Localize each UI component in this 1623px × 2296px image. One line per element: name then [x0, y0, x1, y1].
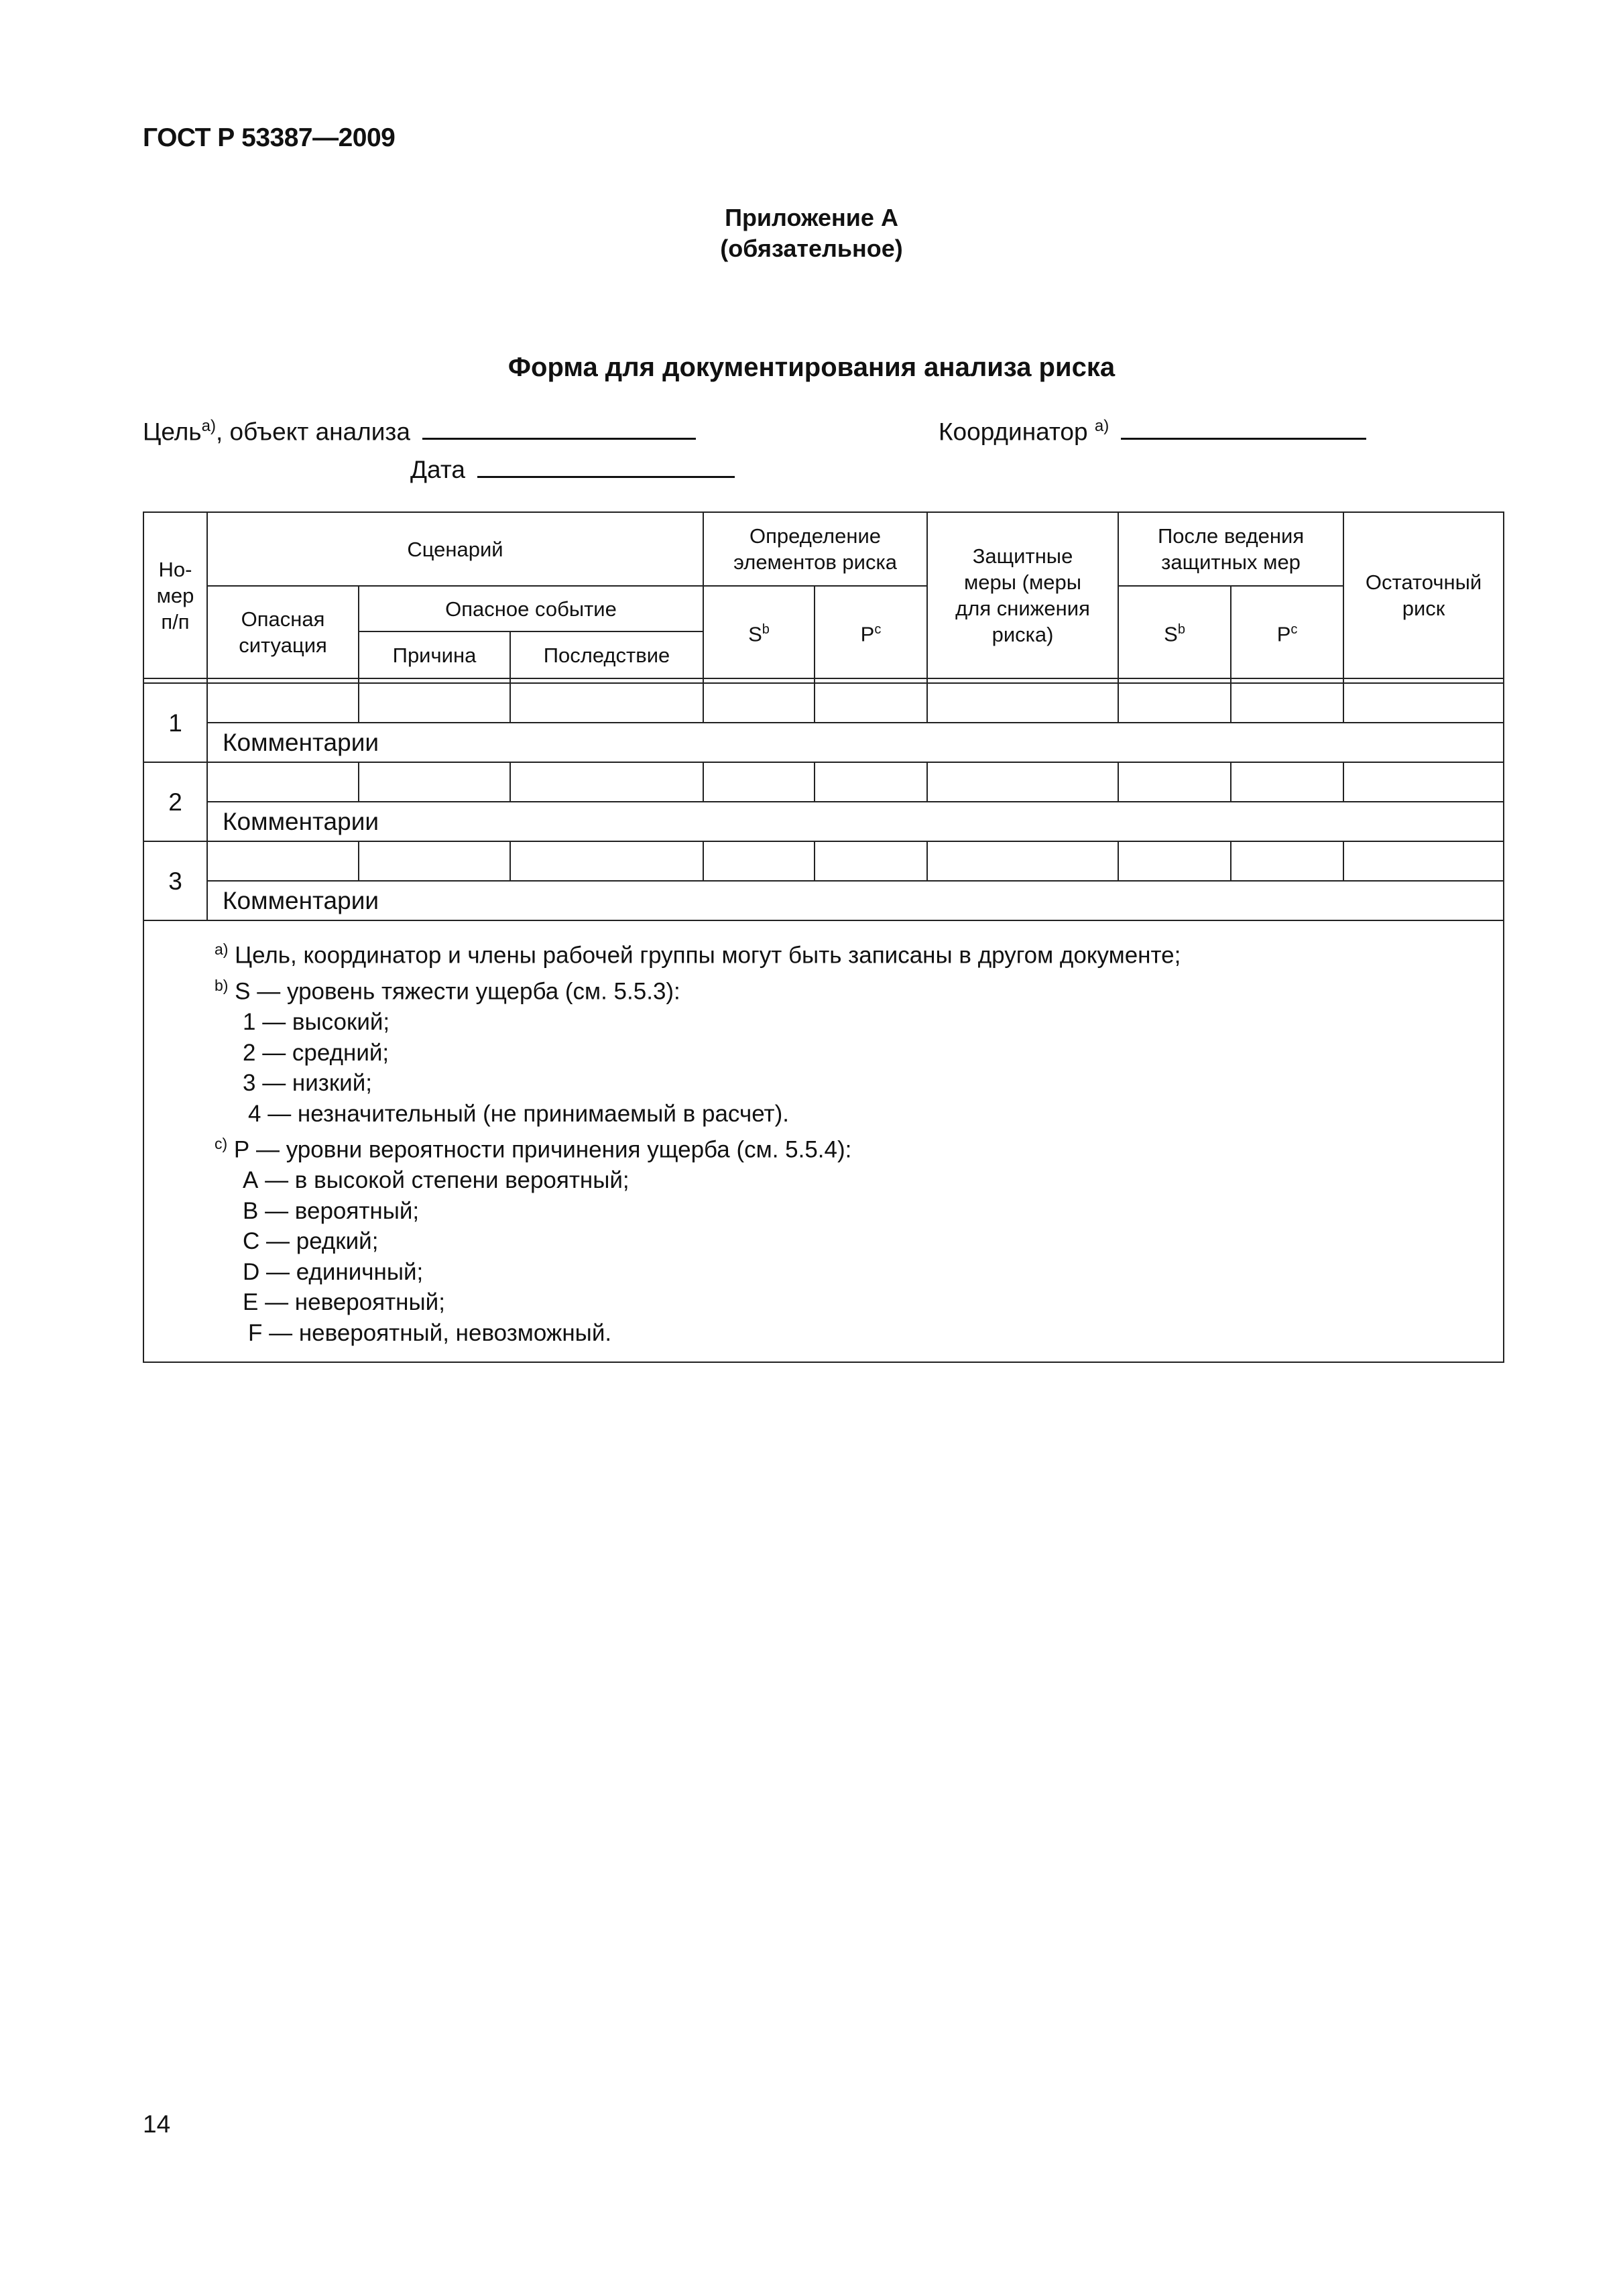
comment-row	[143, 881, 1504, 920]
table-row	[143, 683, 1504, 723]
scenario-header: Сценарий	[207, 512, 703, 586]
note-b-item: 1 — высокий;	[243, 1009, 390, 1036]
table-cell[interactable]	[1118, 841, 1231, 881]
table-cell[interactable]	[207, 762, 359, 802]
table-cell[interactable]	[927, 762, 1118, 802]
risk-analysis-table	[143, 511, 1504, 1363]
coordinator-field	[939, 417, 1366, 446]
row-number: 2	[143, 762, 207, 841]
goal-label: Цель	[143, 418, 202, 446]
table-cell[interactable]	[703, 841, 815, 881]
table-cell[interactable]	[1231, 683, 1343, 723]
p-header: $P^c$	[815, 586, 927, 678]
table-cell[interactable]	[1343, 762, 1504, 802]
table-cell[interactable]	[1231, 762, 1343, 802]
table-cell[interactable]	[1343, 841, 1504, 881]
hazard-event-header: Опасное событие	[359, 586, 703, 631]
goal-footnote-mark: а)	[201, 417, 216, 435]
table-cell[interactable]	[359, 841, 510, 881]
note-c-item: А — в высокой степени вероятный;	[243, 1167, 629, 1194]
table-cell[interactable]	[703, 683, 815, 723]
table-cell[interactable]	[1231, 841, 1343, 881]
table-cell[interactable]	[815, 683, 927, 723]
annex-status: (обязательное)	[720, 235, 903, 262]
s-after-header: $S^b$	[1118, 586, 1231, 678]
table-row	[143, 841, 1504, 881]
comment-label[interactable]: Комментарии	[207, 802, 1504, 841]
table-cell[interactable]	[1118, 683, 1231, 723]
hazard-situation-header: Опасная ситуация	[207, 586, 359, 678]
comment-row	[143, 802, 1504, 841]
note-c: $^{c)}$ Р — уровни вероятности причинения ущерба (см. 5.5.4):	[215, 1135, 852, 1163]
table-cell[interactable]	[510, 841, 703, 881]
s-header: $S^b$	[703, 586, 815, 678]
table-cell[interactable]	[207, 841, 359, 881]
goal-input-line[interactable]	[422, 419, 696, 440]
number-header: Но- мер п/п	[143, 512, 207, 678]
page-number: 14	[143, 2110, 171, 2138]
note-c-item: С — редкий;	[243, 1228, 379, 1255]
table-notes	[143, 920, 1504, 1362]
p-after-header: $P^c$	[1231, 586, 1343, 678]
row-number: 1	[143, 683, 207, 762]
table-row	[143, 762, 1504, 802]
comment-label[interactable]: Комментарии	[207, 723, 1504, 762]
goal-label-rest: , объект анализа	[215, 418, 410, 446]
cause-header: Причина	[359, 631, 510, 678]
notes-row	[143, 920, 1504, 1362]
document-id: ГОСТ Р 53387—2009	[143, 123, 396, 152]
note-b: $^{b)}$ S — уровень тяжести ущерба (см. 5.5.3):	[215, 977, 680, 1005]
date-input-line[interactable]	[477, 457, 735, 478]
coordinator-footnote-mark: а)	[1094, 417, 1109, 435]
table-cell[interactable]	[510, 762, 703, 802]
note-b-item: 2 — средний;	[243, 1039, 389, 1066]
table-cell[interactable]	[1343, 683, 1504, 723]
note-c-item: F — невероятный, невозможный.	[248, 1319, 612, 1346]
protective-measures-header: Защитные меры (меры для снижения риска)	[927, 512, 1118, 678]
coordinator-input-line[interactable]	[1121, 419, 1366, 440]
annex-heading	[0, 202, 1623, 264]
header-separator	[143, 678, 1504, 683]
note-c-item: Е — невероятный;	[243, 1289, 445, 1316]
table-cell[interactable]	[359, 762, 510, 802]
table-cell[interactable]	[703, 762, 815, 802]
form-title: Форма для документирования анализа риска	[507, 353, 1116, 382]
table-cell[interactable]	[359, 683, 510, 723]
table-cell[interactable]	[927, 841, 1118, 881]
date-field	[410, 456, 735, 484]
note-c-item: D — единичный;	[243, 1258, 424, 1285]
comment-row	[143, 723, 1504, 762]
table-cell[interactable]	[207, 683, 359, 723]
table-cell[interactable]	[815, 841, 927, 881]
goal-field	[143, 417, 696, 446]
comment-label[interactable]: Комментарии	[207, 881, 1504, 920]
coordinator-label: Координатор	[939, 418, 1088, 446]
table-cell[interactable]	[927, 683, 1118, 723]
note-b-item: 3 — низкий;	[243, 1070, 372, 1097]
table-cell[interactable]	[1118, 762, 1231, 802]
risk-elements-header: Определение элементов риска	[703, 512, 927, 586]
note-b-item: 4 — незначительный (не принимаемый в расчет).	[248, 1100, 789, 1127]
table-cell[interactable]	[510, 683, 703, 723]
residual-risk-header: Остаточный риск	[1343, 512, 1504, 678]
row-number: 3	[143, 841, 207, 920]
table-cell[interactable]	[815, 762, 927, 802]
note-c-item: В — вероятный;	[243, 1197, 420, 1224]
after-measures-header: После ведения защитных мер	[1118, 512, 1343, 586]
note-a: $^{а)}$ Цель, координатор и члены рабочей группы могут быть записаны в другом документе;	[215, 941, 1181, 969]
annex-title: Приложение А	[725, 204, 898, 231]
date-label: Дата	[410, 456, 465, 483]
consequence-header: Последствие	[510, 631, 703, 678]
